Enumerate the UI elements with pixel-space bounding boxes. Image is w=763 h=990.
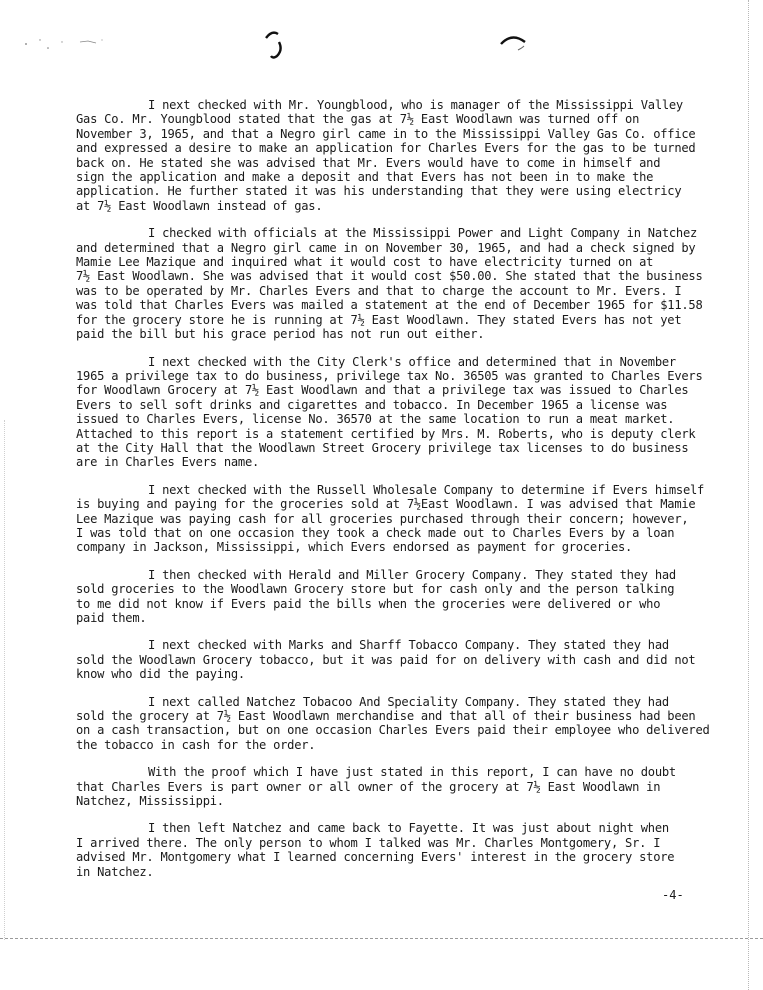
paragraph [76,355,736,470]
paragraph-text: I next called Natchez Tobacoo And Speciality Company. They stated they had sold the grocery at 7½ East Woodlawn merchandise and that all of their business had been on a cash transaction, but on one occasion Charles Evers paid their employee who delivered the tobacco in cash for the order. [76,694,710,752]
paragraph [76,821,736,879]
hole-punch-mark [262,28,284,60]
paragraph-text: I checked with officials at the Mississippi Power and Light Company in Natchez and determined that a Negro girl came in on November 30, 1965, and had a check signed by Mamie Lee Mazique and inquired what it would cost to have electricity turned on at 7½ East Woodlawn. She was advised that it would cost $50.00. She stated that the business was to be operated by Mr. Charles Evers and that to charge the account to Mr. Evers. I was told that Charles Evers was mailed a statement at the end of December 1965 for $11.58 for the grocery store he is running at 7½ East Woodlawn. They stated Evers has not yet paid the bill but his grace period has not run out either. [76,226,703,342]
report-body [76,98,736,892]
paragraph-text: With the proof which I have just stated in this report, I can have no doubt that Charles Evers is part owner or all owner of the grocery at 7½ East Woodlawn in Natchez, Mississippi. [76,765,676,809]
paragraph-text: I next checked with the Russell Wholesale Company to determine if Evers himself is buying and paying for the groceries sold at 7½East Woodlawn. I was advised that Mamie Lee Mazique was paying cash for all groceries purchased through their concern; however, I was told that on one occasion they took a check made out to Charles Evers by a loan company in Jackson, Mississippi, which Evers endorsed as payment for groceries. [76,482,705,555]
paragraph [76,98,736,213]
paragraph [76,568,736,626]
paragraph-text: I next checked with Marks and Sharff Tobacco Company. They stated they had sold the Woodlawn Grocery tobacco, but it was paid for on delivery with cash and did not know who did the paying. [76,638,696,682]
paragraph [76,226,736,341]
paragraph [76,483,736,555]
scan-edge-line [748,0,749,990]
paragraph [76,765,736,808]
paragraph-text: I next checked with Mr. Youngblood, who is manager of the Mississippi Valley Gas Co. Mr. Youngblood stated that the gas at 7½ East Woodlawn was turned off on November 3, 1965, and that a Negro girl came in to the Mississippi Valley Gas Co. office and expressed a desire to make an application for Charles Evers for the gas to be turned back on. He stated she was advised that Mr. Evers would have to come in himself and sign the application and make a deposit and that Evers has not been in to make the application. He further stated it was his understanding that they were using electricy at 7½ East Woodlawn instead of gas. [76,98,696,213]
scan-edge-line [0,938,763,939]
page-number: -4- [662,888,684,902]
paragraph-text: I then checked with Herald and Miller Grocery Company. They stated they had sold groceries to the Woodlawn Grocery store but for cash only and the person talking to me did not know if Evers paid the bills when the groceries were delivered or who paid them. [76,567,676,625]
paragraph [76,638,736,681]
paragraph-text: I then left Natchez and came back to Fayette. It was just about night when I arrived there. The only person to whom I talked was Mr. Charles Montgomery, Sr. I advised Mr. Montgomery what I learned concerning Evers' interest in the grocery store in Natchez. [76,821,675,879]
scan-edge-line [4,420,5,940]
hole-punch-mark [498,30,528,52]
paragraph [76,695,736,753]
paper-specks [18,30,128,60]
paragraph-text: I next checked with the City Clerk's office and determined that in November 1965 a privilege tax to do business, privilege tax No. 36505 was granted to Charles Evers for Woodlawn Grocery at 7½ East Woodlawn and that a privilege tax was issued to Charles Evers to sell soft drinks and cigarettes and tobacco. In December 1965 a license was issued to Charles Evers, license No. 36570 at the same location to run a meat market. Attached to this report is a statement certified by Mrs. M. Roberts, who is deputy clerk at the City Hall that the Woodlawn Street Grocery privilege tax licenses to do business are in Charles Evers name. [76,354,703,470]
